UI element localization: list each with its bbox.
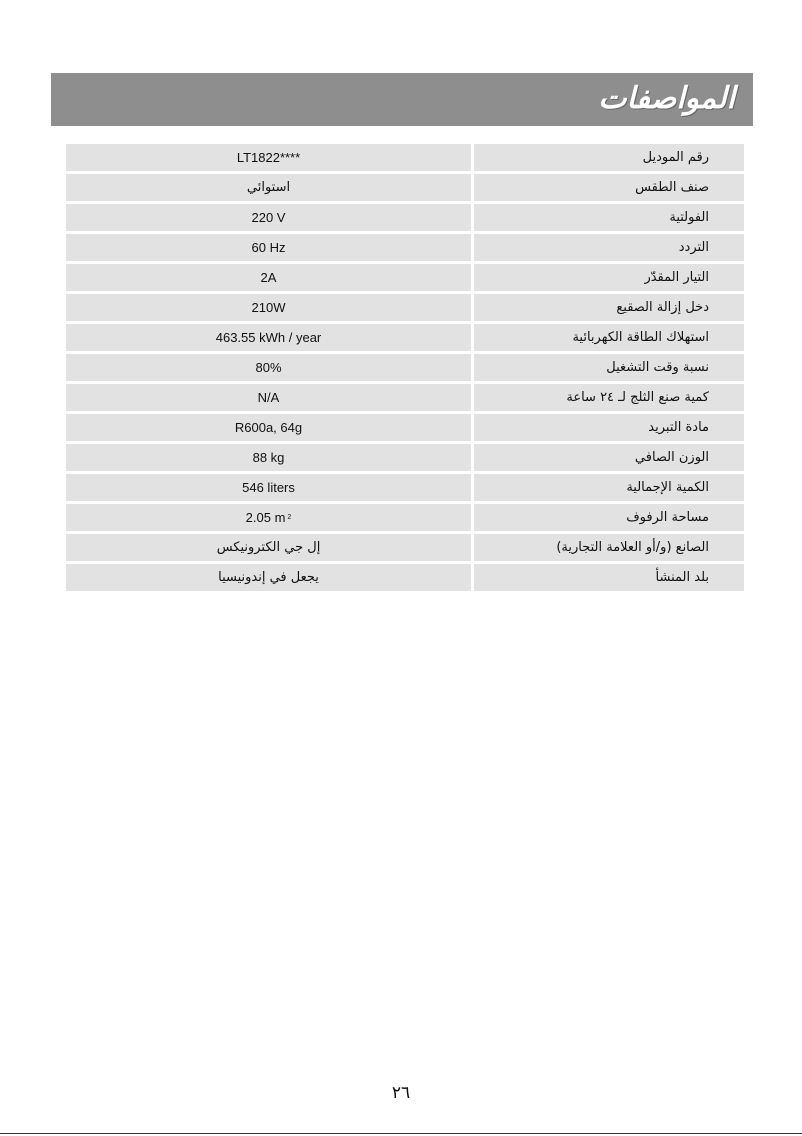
table-row (66, 294, 744, 321)
spec-value-model: LT1822**** (66, 144, 471, 171)
spec-label-refrigerant: مادة التبريد (474, 414, 744, 441)
spec-label-net-weight: الوزن الصافي (474, 444, 744, 471)
spec-label-ice-making: كمية صنع الثلج لـ ٢٤ ساعة (474, 384, 744, 411)
table-row (66, 414, 744, 441)
spec-label-defrost-input: دخل إزالة الصقيع (474, 294, 744, 321)
spec-label-climate-class: صنف الطقس (474, 174, 744, 201)
table-row (66, 564, 744, 591)
spec-value-refrigerant: R600a, 64g (66, 414, 471, 441)
page-number: ٢٦ (391, 1083, 411, 1103)
spec-value-defrost-input: 210W (66, 294, 471, 321)
spec-value-manufacturer: إل جي الكترونيكس (66, 534, 471, 561)
table-row (66, 264, 744, 291)
spec-label-rated-current: التيار المقدّر (474, 264, 744, 291)
shelf-area-unit-superscript: 2 (287, 514, 292, 521)
table-row (66, 444, 744, 471)
spec-label-shelf-area: مساحة الرفوف (474, 504, 744, 531)
table-row (66, 354, 744, 381)
spec-value-frequency: 60 Hz (66, 234, 471, 261)
spec-value-running-time-ratio: 80% (66, 354, 471, 381)
spec-value-country-of-origin: يجعل في إندونيسيا (66, 564, 471, 591)
spec-value-voltage: 220 V (66, 204, 471, 231)
specifications-table (66, 144, 744, 594)
shelf-area-value: 2.05 m (245, 510, 286, 525)
table-row (66, 144, 744, 171)
spec-value-net-weight: 88 kg (66, 444, 471, 471)
spec-label-country-of-origin: بلد المنشأ (474, 564, 744, 591)
bottom-divider (0, 1133, 802, 1134)
spec-value-ice-making: N/A (66, 384, 471, 411)
spec-value-total-volume: 546 liters (66, 474, 471, 501)
spec-label-model: رقم الموديل (474, 144, 744, 171)
spec-label-total-volume: الكمية الإجمالية (474, 474, 744, 501)
spec-label-voltage: الفولتية (474, 204, 744, 231)
page-title: المواصفات (598, 81, 735, 116)
spec-label-energy-consumption: استهلاك الطاقة الكهربائية (474, 324, 744, 351)
spec-label-manufacturer: الصانع (و/أو العلامة التجارية) (474, 534, 744, 561)
table-row (66, 324, 744, 351)
table-row (66, 204, 744, 231)
table-row (66, 234, 744, 261)
spec-value-shelf-area (66, 504, 471, 531)
spec-label-frequency: التردد (474, 234, 744, 261)
spec-label-running-time-ratio: نسبة وقت التشغيل (474, 354, 744, 381)
spec-value-rated-current: 2A (66, 264, 471, 291)
table-row (66, 504, 744, 531)
header-bar (51, 73, 753, 126)
table-row (66, 384, 744, 411)
table-row (66, 174, 744, 201)
table-row (66, 474, 744, 501)
table-row (66, 534, 744, 561)
spec-value-climate-class: استوائي (66, 174, 471, 201)
spec-value-energy-consumption: 463.55 kWh / year (66, 324, 471, 351)
